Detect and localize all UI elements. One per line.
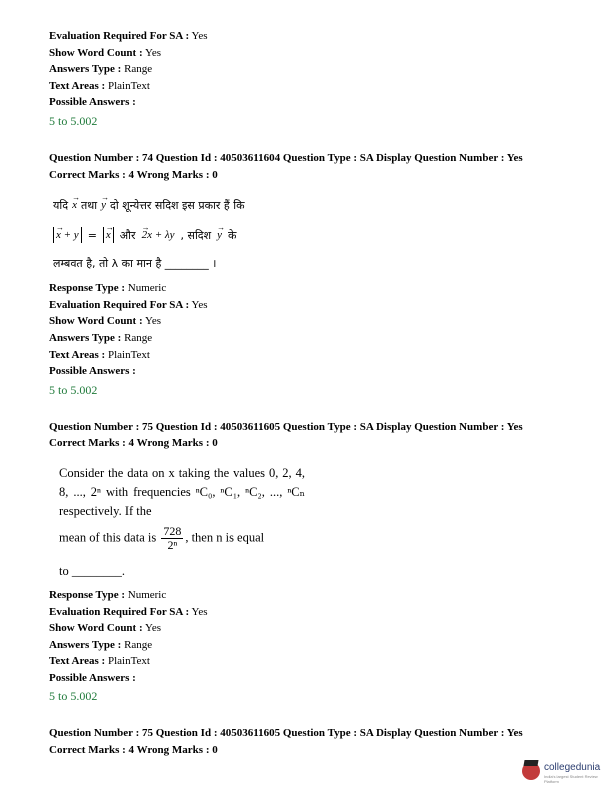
document-page [49,28,579,759]
meta-row: Evaluation Required For SA : Yes [49,30,208,42]
collegedunia-logo: collegedunia India's largest Student Review Platform [522,760,602,784]
meta-row: Show Word Count : Yes [49,315,161,328]
meta-row: Evaluation Required For SA : Yes [49,298,208,311]
graduation-cap-icon [523,760,538,766]
question-image-text: Consider the data on x taking the values 0, 2, 4, 8, ..., 2ⁿ with frequencies ⁿC₀, ⁿC₁, ⁿC₂, ..., ⁿCₙ respectively. If the mean of this data is $\frac{728}{\text{2ⁿ}}$ , then n is equal to ________. [59,465,305,578]
meta-row: Text Areas : PlainText [49,348,150,361]
question-marks: Correct Marks : 4 Wrong Marks : 0 [49,437,218,450]
question-header: Question Number : 75 Question Id : 40503611605 Question Type : SA Display Question Number : Yes [49,420,523,433]
possible-answer: 5 to 5.002 [49,382,98,397]
top-block [49,28,579,130]
fraction: $\frac{728}{\text{2ⁿ}}$ [163,523,182,552]
meta-row: Possible Answers : [49,671,136,684]
question-marks: Correct Marks : 4 Wrong Marks : 0 [49,168,218,181]
question-header: Question Number : 74 Question Id : 40503611604 Question Type : SA Display Question Number : Yes [49,151,523,164]
meta-row: Response Type : Numeric [49,588,167,601]
question-74 [49,150,579,399]
meta-row: Possible Answers : [49,365,136,378]
meta-row: Text Areas : PlainText [49,79,150,92]
possible-answer: 5 to 5.002 [49,689,98,704]
meta-row: Answers Type : Range [49,638,153,651]
question-75 [49,419,579,706]
meta-row: Show Word Count : Yes [49,622,161,635]
meta-row: Answers Type : Range [49,63,153,76]
question-header: Question Number : 75 Question Id : 40503611605 Question Type : SA Display Question Number : Yes [49,727,523,740]
meta-row: Text Areas : PlainText [49,655,150,668]
question-75-repeat [49,725,579,758]
meta-row: Response Type : Numeric [49,282,167,295]
question-marks: Correct Marks : 4 Wrong Marks : 0 [49,744,218,757]
meta-row: Answers Type : Range [49,331,153,344]
meta-row: Show Word Count : Yes [49,46,161,59]
possible-answer: 5 to 5.002 [49,113,98,128]
question-image-text: यदि → x तथा → y दो शून्येत्तर सदिश इस प्रकार हैं कि → x + y = → x और → 2x + λy , सदिश → y के लम्बवत है, तो λ का मान है ________ । [53,192,313,274]
meta-row: Possible Answers : [49,96,136,109]
abs-x: → x [103,227,114,243]
abs-sum: → x + y [53,227,82,243]
meta-row: Evaluation Required For SA : Yes [49,605,208,618]
